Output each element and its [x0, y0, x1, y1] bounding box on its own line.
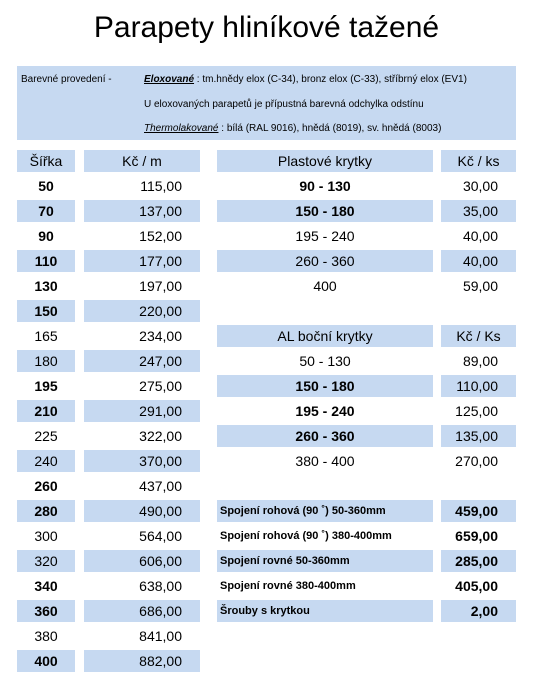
price-per-m-cell: 841,00 [139, 628, 182, 644]
thermo-line [144, 123, 441, 134]
eloxovane-note: U eloxovaných parapetů je přípustná barevná odchylka odstínu [144, 99, 424, 110]
thermo-label: Thermolakované [144, 123, 219, 134]
al-cap-price: 135,00 [441, 425, 516, 447]
price-per-m-cell: 322,00 [139, 428, 182, 444]
width-cell: 380 [34, 628, 58, 644]
al-cap-price: 125,00 [455, 403, 498, 419]
price-per-m-cell: 437,00 [139, 478, 182, 494]
width-cell: 150 [17, 300, 75, 322]
plastic-cap-range: 260 - 360 [217, 250, 433, 272]
plastic-cap-price: 40,00 [441, 250, 516, 272]
plastic-cap-range: 400 [313, 278, 337, 294]
width-header: Šířka [17, 150, 75, 172]
plastic-caps-price-header: Kč / ks [441, 150, 516, 172]
price-per-m-cell: 115,00 [140, 178, 182, 194]
width-cell: 70 [17, 200, 75, 222]
al-caps-header: AL boční krytky [217, 325, 433, 347]
price-per-m-cell: 606,00 [84, 550, 200, 572]
plastic-cap-range: 195 - 240 [295, 228, 355, 244]
width-cell: 90 [38, 228, 54, 244]
width-cell: 195 [34, 378, 58, 394]
al-cap-price: 110,00 [441, 375, 516, 397]
width-cell: 180 [17, 350, 75, 372]
width-cell: 165 [34, 328, 58, 344]
width-cell: 280 [17, 500, 75, 522]
price-per-m-cell: 686,00 [84, 600, 200, 622]
plastic-cap-price: 30,00 [462, 178, 498, 194]
al-caps-price-header: Kč / Ks [441, 325, 516, 347]
eloxovane-text: : tm.hnědy elox (C-34), bronz elox (C-33), stříbrný elox (EV1) [194, 74, 467, 85]
width-cell: 130 [34, 278, 58, 294]
accessory-name: Spojení rohová (90 ˚) 50-360mm [217, 500, 433, 522]
al-cap-range: 50 - 130 [299, 353, 351, 369]
width-cell: 240 [17, 450, 75, 472]
plastic-cap-range: 150 - 180 [217, 200, 433, 222]
width-cell: 300 [34, 528, 58, 544]
accessory-price: 659,00 [455, 528, 498, 544]
thermo-text: : bílá (RAL 9016), hnědá (8019), sv. hnědá (8003) [218, 123, 442, 134]
price-per-m-cell: 197,00 [139, 278, 182, 294]
al-cap-range: 260 - 360 [217, 425, 433, 447]
price-per-m-cell: 291,00 [84, 400, 200, 422]
width-cell: 360 [17, 600, 75, 622]
al-cap-range: 195 - 240 [295, 403, 355, 419]
accessory-price: 2,00 [441, 600, 516, 622]
width-cell: 340 [34, 578, 58, 594]
al-cap-range: 380 - 400 [295, 453, 355, 469]
width-cell: 400 [17, 650, 75, 672]
price-per-m-cell: 564,00 [139, 528, 182, 544]
color-label: Barevné provedení - [21, 74, 112, 85]
eloxovane-label: Eloxované [144, 74, 195, 85]
plastic-cap-price: 59,00 [462, 278, 498, 294]
price-per-m-cell: 152,00 [139, 228, 182, 244]
accessory-name: Spojení rovné 50-360mm [217, 550, 433, 572]
width-cell: 260 [34, 478, 58, 494]
accessory-name: Spojení rovné 380-400mm [220, 580, 356, 592]
plastic-cap-price: 35,00 [441, 200, 516, 222]
width-cell: 210 [17, 400, 75, 422]
price-per-m-cell: 370,00 [84, 450, 200, 472]
al-cap-price: 89,00 [462, 353, 498, 369]
price-per-m-cell: 137,00 [84, 200, 200, 222]
price-per-m-cell: 275,00 [139, 378, 182, 394]
accessory-price: 459,00 [441, 500, 516, 522]
price-per-m-cell: 882,00 [84, 650, 200, 672]
accessory-name: Spojení rohová (90 ˚) 380-400mm [220, 530, 392, 542]
price-per-m-cell: 177,00 [84, 250, 200, 272]
color-info-box [17, 66, 516, 140]
eloxovane-line [144, 74, 467, 85]
al-cap-price: 270,00 [455, 453, 498, 469]
price-per-m-header: Kč / m [84, 150, 200, 172]
width-cell: 50 [38, 178, 54, 194]
width-cell: 110 [17, 250, 75, 272]
price-per-m-cell: 490,00 [84, 500, 200, 522]
plastic-cap-price: 40,00 [462, 228, 498, 244]
width-cell: 320 [17, 550, 75, 572]
plastic-caps-header: Plastové krytky [217, 150, 433, 172]
page-title: Parapety hliníkové tažené [93, 11, 440, 44]
accessory-price: 285,00 [441, 550, 516, 572]
price-per-m-cell: 638,00 [139, 578, 182, 594]
al-cap-range: 150 - 180 [217, 375, 433, 397]
price-per-m-cell: 220,00 [84, 300, 200, 322]
accessory-price: 405,00 [455, 578, 498, 594]
price-per-m-cell: 234,00 [139, 328, 182, 344]
width-cell: 225 [34, 428, 58, 444]
accessory-name: Šrouby s krytkou [217, 600, 433, 622]
plastic-cap-range: 90 - 130 [299, 178, 351, 194]
price-per-m-cell: 247,00 [84, 350, 200, 372]
